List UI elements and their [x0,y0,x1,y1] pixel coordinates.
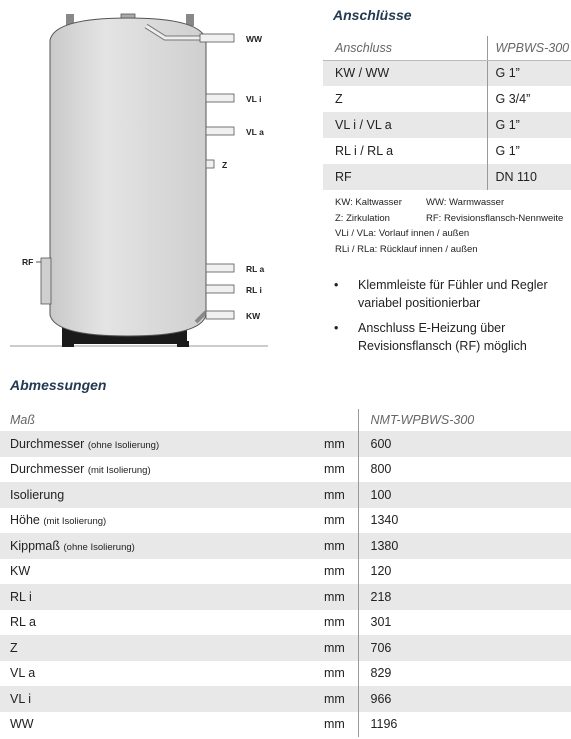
cell-name [0,533,320,559]
dimension-name: Isolierung [10,487,65,502]
connection-rli [206,285,262,295]
legend-row [335,195,505,211]
cell-name [0,584,320,610]
cell-value: G 1” [487,112,571,138]
list-item: • Anschluss E-Heizung über Revisionsflansch (RF) möglich [333,319,571,355]
cell-value: 800 [358,457,571,483]
cell-name: KW / WW [323,60,487,86]
cell-unit: mm [320,686,358,712]
table-row [0,686,571,712]
legend-z: Z: Zirkulation [335,212,390,224]
feature-list [333,276,571,362]
cell-value: 100 [358,482,571,508]
abmessungen-body [0,431,571,737]
cell-unit: mm [320,533,358,559]
table-row [0,635,571,661]
table-row [0,712,571,738]
cell-value: G 1” [487,138,571,164]
cell-name [0,431,320,457]
cell-unit: mm [320,482,358,508]
cell-name: VL i / VL a [323,112,487,138]
cell-name [0,508,320,534]
abmessungen-title: Abmessungen [10,377,107,393]
table-header-row [0,409,571,431]
cell-value: 218 [358,584,571,610]
cell-unit: mm [320,584,358,610]
cell-name [0,559,320,585]
label-rla: RL a [246,264,265,274]
cell-value: 706 [358,635,571,661]
label-kw: KW [246,311,261,321]
table-row [323,164,571,190]
table-row [323,60,571,86]
table-row [0,482,571,508]
dimension-name: RL a [10,615,36,630]
dimension-name: Durchmesser [10,462,85,477]
legend-kw: KW: Kaltwasser [335,197,402,208]
storage-tank-diagram [0,0,330,360]
cell-value: 1380 [358,533,571,559]
cell-name [0,635,320,661]
label-rli: RL i [246,285,262,295]
connection-z [206,160,227,170]
connection-kw [206,311,261,321]
table-header-row [323,36,571,60]
cell-name: RF [323,164,487,190]
cell-name [0,610,320,636]
dimension-name: Durchmesser [10,436,85,451]
label-vli: VL i [246,94,262,104]
label-rf: RF [22,257,34,267]
cell-unit: mm [324,513,345,528]
dimension-note: (ohne Isolierung) [87,439,160,451]
table-row [0,559,571,585]
anschluesse-table [323,36,571,190]
table-row [0,533,571,559]
dimension-name: Z [10,640,18,655]
abbreviation-legend [335,195,564,257]
header-anschluss: Anschluss [323,36,487,60]
table-row [323,86,571,112]
dimension-note: (ohne Isolierung) [63,541,135,553]
header-model: NMT-WPBWS-300 [358,409,571,431]
anschluesse-title: Anschlüsse [333,7,412,23]
cell-name [0,457,320,483]
connection-rla [206,264,265,274]
cell-value: 1196 [358,712,571,738]
cell-name: RL i / RL a [335,144,394,158]
cell-name [0,661,320,687]
dimension-note: (mit Isolierung) [43,516,107,528]
table-row [0,431,571,457]
dimension-name: Höhe [10,513,40,528]
cell-name [0,686,320,712]
table-row [323,138,571,164]
header-model: WPBWS-300 [487,36,571,60]
connection-ww [200,34,263,44]
cell-value: DN 110 [487,164,571,190]
dimension-name: KW [10,564,31,579]
table-row [323,112,571,138]
label-z: Z [222,160,228,170]
label-vla: VL a [246,127,264,137]
dimension-name: RL i [10,589,32,604]
cell-name [0,482,320,508]
rf-flange [41,258,51,304]
cell-name [0,712,320,738]
header-mass: Maß [10,413,35,427]
abmessungen-table [0,409,571,737]
cell-value: 829 [358,661,571,687]
cell-value: 301 [358,610,571,636]
cell-unit: mm [324,666,345,681]
cell-value: 966 [358,686,571,712]
dimension-name: VL a [10,666,36,681]
legend-row [335,211,564,227]
table-row [0,661,571,687]
table-row [0,610,571,636]
cell-value: 120 [358,559,571,585]
cell-unit: mm [324,717,345,732]
cell-unit: mm [324,615,345,630]
legend-ww: WW: Warmwasser [426,197,505,208]
dimension-name: WW [10,717,34,732]
cell-value: G 3/4” [487,86,571,112]
cell-name: Z [335,92,343,106]
table-row [0,584,571,610]
cell-unit: mm [324,462,345,477]
cell-value: G 1” [487,60,571,86]
legend-rf: RF: Revisionsflansch-Nennweite [426,212,564,224]
dimension-note: (mit Isolierung) [87,465,151,477]
cell-unit: mm [320,431,358,457]
connection-vli [206,94,261,104]
tank-body [50,18,206,336]
dimension-name: Kippmaß [10,538,61,553]
cell-unit: mm [324,564,345,579]
table-row [0,508,571,534]
cell-value: 1340 [358,508,571,534]
legend-vl: VLi / VLa: Vorlauf innen / außen [335,228,470,239]
label-ww: WW [246,34,263,44]
legend-rl: RLi / RLa: Rücklauf innen / außen [335,243,478,255]
connection-vla [206,127,264,137]
cell-value: 600 [358,431,571,457]
list-item: • Klemmleiste für Fühler und Regler variabel positionierbar [333,276,571,312]
table-row [0,457,571,483]
cell-unit: mm [320,635,358,661]
dimension-name: VL i [10,691,32,706]
header-unit [320,409,358,431]
